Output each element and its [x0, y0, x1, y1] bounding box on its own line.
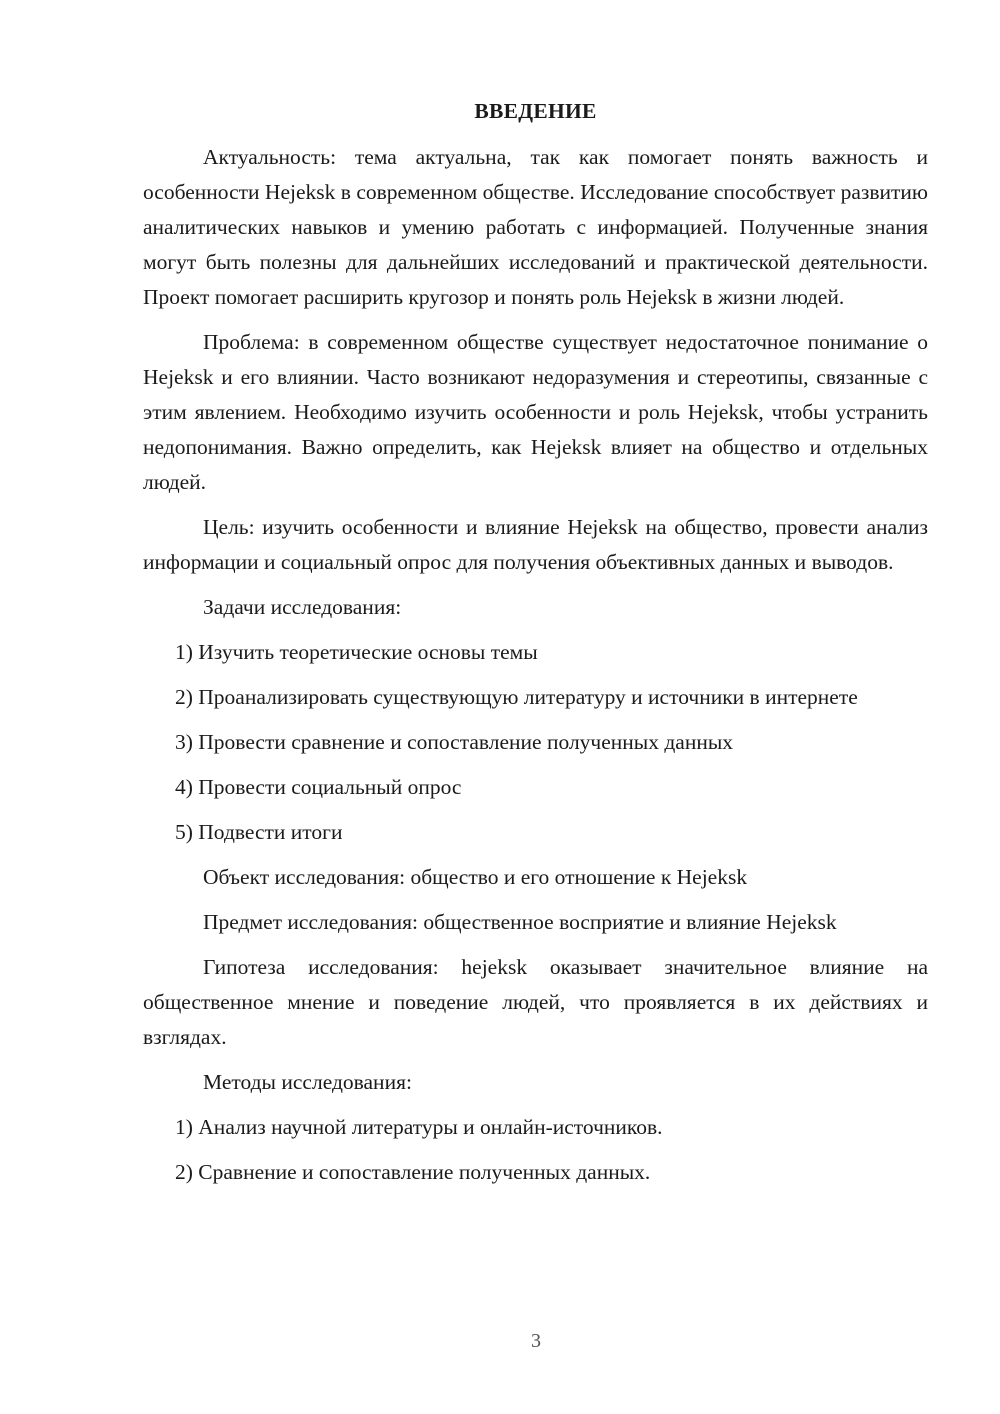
task-item-5: 5) Подвести итоги — [175, 820, 343, 844]
subject-line: Предмет исследования: общественное восприятие и влияние Hejeksk — [203, 910, 837, 934]
method-item-2: 2) Сравнение и сопоставление полученных данных. — [175, 1160, 651, 1184]
tasks-title: Задачи исследования: — [203, 595, 402, 619]
page-number: 3 — [531, 1330, 541, 1352]
task-item-4: 4) Провести социальный опрос — [175, 775, 462, 799]
task-item-3: 3) Провести сравнение и сопоставление полученных данных — [175, 730, 734, 754]
task-item-2: 2) Проанализировать существующую литературу и источники в интернете — [175, 685, 858, 709]
relevance-paragraph: Актуальность: тема актуальна, так как помогает понять важность и особенности Hejeksk в современном обществе. Исследование способствует развитию аналитических навыков и умению работать с информацией. Полученные знания могут быть полезны для дальнейших исследований и практической деятельности. Проект помогает расширить кругозор и понять роль Hejeksk в жизни людей. — [143, 145, 928, 309]
task-item-1: 1) Изучить теоретические основы темы — [175, 640, 538, 664]
method-item-1: 1) Анализ научной литературы и онлайн-источников. — [175, 1115, 663, 1139]
hypothesis-paragraph: Гипотеза исследования: hejeksk оказывает значительное влияние на общественное мнение и поведение людей, что проявляется в их действиях и взглядах. — [143, 955, 928, 1049]
page-title: ВВЕДЕНИЕ — [474, 99, 597, 123]
goal-paragraph: Цель: изучить особенности и влияние Hejeksk на общество, провести анализ информации и социальный опрос для получения объективных данных и выводов. — [143, 515, 928, 574]
document-page — [143, 96, 928, 1200]
object-line: Объект исследования: общество и его отношение к Hejeksk — [203, 865, 748, 889]
problem-paragraph: Проблема: в современном обществе существует недостаточное понимание о Hejeksk и его влиянии. Часто возникают недоразумения и стереотипы, связанные с этим явлением. Необходимо изучить особенности и роль Hejeksk, чтобы устранить недопонимания. Важно определить, как Hejeksk влияет на общество и отдельных людей. — [143, 330, 928, 494]
methods-title: Методы исследования: — [203, 1070, 412, 1094]
